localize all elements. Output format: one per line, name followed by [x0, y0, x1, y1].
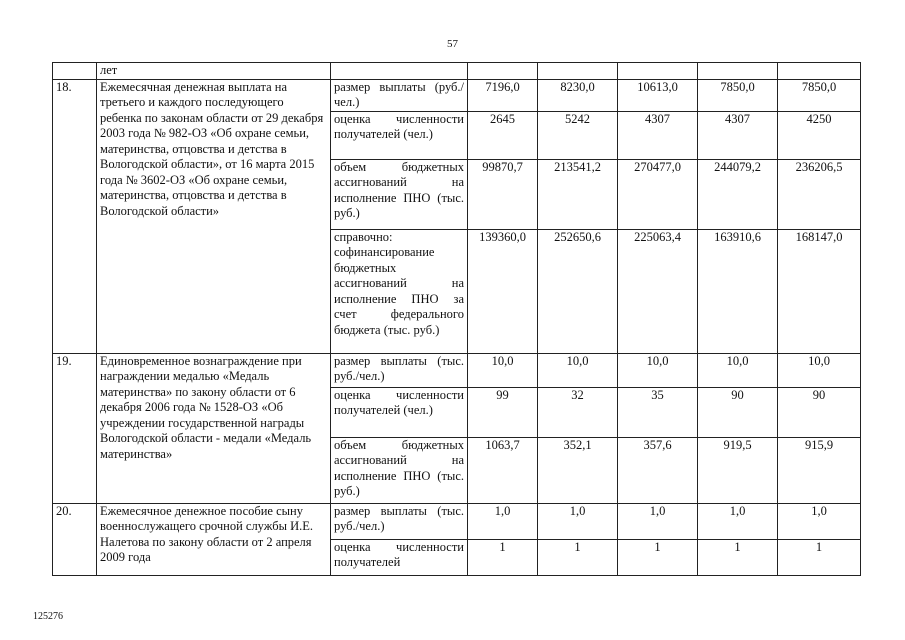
- value-cell: 1: [778, 539, 861, 575]
- row-number: 20.: [53, 503, 97, 575]
- row-description: Единовременное вознаграждение при награждении медалью «Медаль материнства» по закону области от 6 декабря 2006 года № 1528-ОЗ «Об учреждении государственной награды Вологодской области - медали «Медаль материнства»: [97, 353, 331, 503]
- value-cell: 4250: [778, 111, 861, 159]
- indicator-label: оценка численности получателей: [331, 539, 468, 575]
- value-cell: 10,0: [538, 353, 618, 387]
- value-cell: 2645: [468, 111, 538, 159]
- document-id: 125276: [33, 611, 63, 622]
- value-cell: 357,6: [618, 437, 698, 503]
- continuation-row: [53, 63, 861, 80]
- value-cell: 10,0: [778, 353, 861, 387]
- value-cell: 225063,4: [618, 229, 698, 353]
- budget-table: [52, 62, 861, 576]
- value-cell: 1,0: [698, 503, 778, 539]
- row-number: 19.: [53, 353, 97, 503]
- value-cell: 163910,6: [698, 229, 778, 353]
- value-cell: 213541,2: [538, 159, 618, 229]
- continuation-text: лет: [97, 63, 331, 80]
- value-cell: 919,5: [698, 437, 778, 503]
- value-cell: 7850,0: [778, 79, 861, 111]
- indicator-label: объем бюджетных ассигнований на исполнение ПНО (тыс. руб.): [331, 437, 468, 503]
- value-cell: 236206,5: [778, 159, 861, 229]
- value-cell: 1063,7: [468, 437, 538, 503]
- value-cell: 915,9: [778, 437, 861, 503]
- value-cell: 10,0: [618, 353, 698, 387]
- value-cell: 1: [468, 539, 538, 575]
- page-number: 57: [447, 38, 458, 50]
- value-cell: 1,0: [538, 503, 618, 539]
- value-cell: 1: [538, 539, 618, 575]
- indicator-label: оценка численности получателей (чел.): [331, 387, 468, 437]
- value-cell: 7196,0: [468, 79, 538, 111]
- indicator-label: оценка численности получателей (чел.): [331, 111, 468, 159]
- table-row: [53, 503, 861, 539]
- table-row: [53, 353, 861, 387]
- indicator-label: размер выплаты (руб./чел.): [331, 79, 468, 111]
- value-cell: 270477,0: [618, 159, 698, 229]
- value-cell: 7850,0: [698, 79, 778, 111]
- value-cell: 4307: [618, 111, 698, 159]
- indicator-label: объем бюджетных ассигнований на исполнение ПНО (тыс. руб.): [331, 159, 468, 229]
- value-cell: 1,0: [618, 503, 698, 539]
- row-description: Ежемесячное денежное пособие сыну военнослужащего срочной службы И.Е. Налетова по закону области от 2 апреля 2009 года: [97, 503, 331, 575]
- value-cell: 168147,0: [778, 229, 861, 353]
- value-cell: 8230,0: [538, 79, 618, 111]
- value-cell: 99: [468, 387, 538, 437]
- indicator-label: размер выплаты (тыс. руб./чел.): [331, 353, 468, 387]
- value-cell: 139360,0: [468, 229, 538, 353]
- row-number: 18.: [53, 79, 97, 353]
- value-cell: 10,0: [468, 353, 538, 387]
- value-cell: 252650,6: [538, 229, 618, 353]
- row-description: Ежемесячная денежная выплата на третьего и каждого последующего ребенка по законам области от 29 декабря 2003 года № 982-ОЗ «Об охране семьи, материнства, отцовства и детства в Вологодской области», от 16 марта 2015 года № 3602-ОЗ «Об охране семьи, материнства, отцовства и детства в Вологодской области»: [97, 79, 331, 353]
- value-cell: 352,1: [538, 437, 618, 503]
- value-cell: 1,0: [778, 503, 861, 539]
- indicator-label: размер выплаты (тыс. руб./чел.): [331, 503, 468, 539]
- value-cell: 5242: [538, 111, 618, 159]
- indicator-label: справочно: софинансирование бюджетных ассигнований на исполнение ПНО за счет федерального бюджета (тыс. руб.): [331, 229, 468, 353]
- value-cell: 90: [698, 387, 778, 437]
- value-cell: 10,0: [698, 353, 778, 387]
- value-cell: 244079,2: [698, 159, 778, 229]
- value-cell: 35: [618, 387, 698, 437]
- value-cell: 32: [538, 387, 618, 437]
- table-row: [53, 79, 861, 111]
- value-cell: 99870,7: [468, 159, 538, 229]
- value-cell: 10613,0: [618, 79, 698, 111]
- value-cell: 1: [618, 539, 698, 575]
- continuation-number-cell: [53, 63, 97, 80]
- value-cell: 90: [778, 387, 861, 437]
- value-cell: 1,0: [468, 503, 538, 539]
- value-cell: 4307: [698, 111, 778, 159]
- value-cell: 1: [698, 539, 778, 575]
